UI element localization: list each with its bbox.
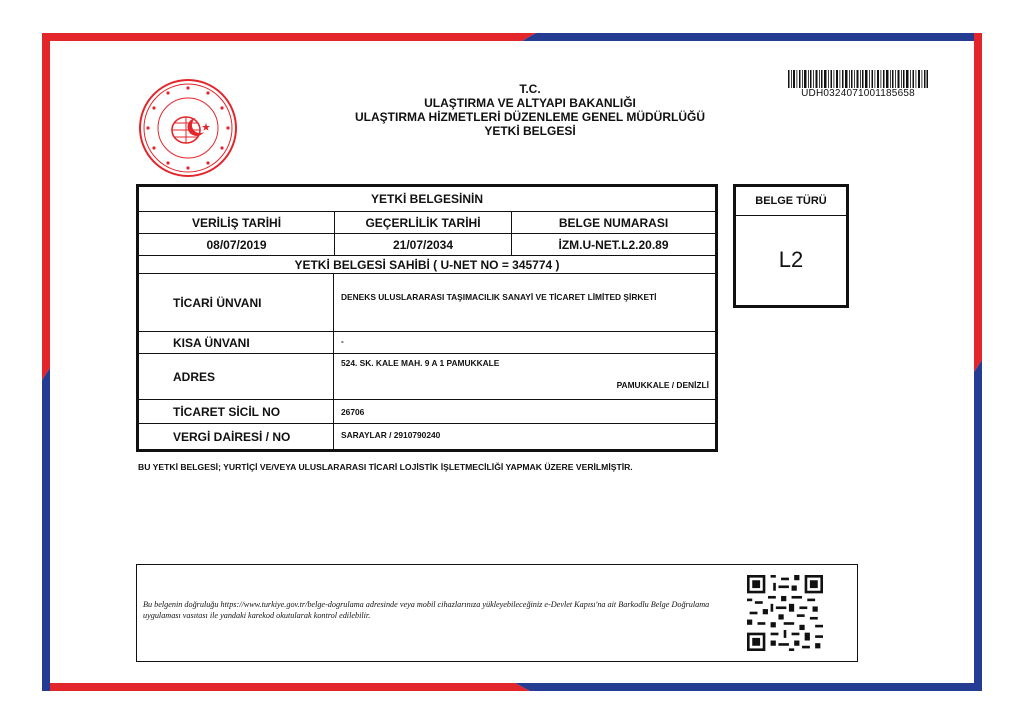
table-values-row (139, 234, 715, 256)
address-line: 524. SK. KALE MAH. 9 A 1 PAMUKKALE (341, 358, 500, 368)
trade-name-label: TİCARİ ÜNVANI (139, 274, 334, 331)
doc-number-value: İZM.U-NET.L2.20.89 (558, 237, 669, 252)
trade-name-value: DENEKS ULUSLARARASI TAŞIMACILIK SANAYİ VE TİCARET LİMİTED ŞİRKETİ (341, 292, 657, 302)
tax-office-value: SARAYLAR / 2910790240 (341, 430, 441, 440)
header-tc: T.C. (519, 82, 541, 96)
valid-date-value: 21/07/2034 (392, 237, 454, 252)
ministry-seal-icon (138, 78, 238, 178)
barcode-number: UDH0324071001185658 (801, 88, 915, 99)
table-header-row (139, 212, 715, 234)
header-ministry: ULAŞTIRMA VE ALTYAPI BAKANLIĞI (424, 96, 636, 110)
header-doc-title: YETKİ BELGESİ (484, 124, 576, 138)
verification-text: Bu belgenin doğruluğu https://www.turkiye.gov.tr/belge-dogrulama adresinde veya mobil cihazlarınıza yükleyebileceğiniz e-Devlet Kapısı'na ait Barkodlu Belge Doğrulama uygulaması vasıtası ile yandaki karekod okutularak kontrol edilebilir. (143, 600, 710, 620)
authorization-note: BU YETKİ BELGESİ; YURTİÇİ VE/VEYA ULUSLARARASI TİCARİ LOJİSTİK İŞLETMECİLİĞİ YAPMAK ÜZERE VERİLMİŞTİR. (138, 462, 633, 472)
short-name-label: KISA ÜNVANI (139, 332, 334, 353)
table-title-row (139, 187, 715, 212)
verification-box (136, 564, 858, 662)
address-value (335, 354, 715, 399)
header-directorate: ULAŞTIRMA HİZMETLERİ DÜZENLEME GENEL MÜDÜRLÜĞÜ (355, 110, 705, 124)
doc-number-header: BELGE NUMARASI (558, 215, 669, 230)
tax-office-label: VERGİ DAİRESİ / NO (139, 424, 334, 449)
address-city: PAMUKKALE / DENİZLİ (616, 380, 709, 390)
document-type-value: L2 (778, 247, 804, 272)
owner-title: YETKİ BELGESİ SAHİBİ ( U-NET NO = 345774 ) (294, 257, 560, 272)
table-row (139, 424, 715, 449)
address-label: ADRES (139, 354, 334, 399)
document-type-title: BELGE TÜRÜ (736, 187, 846, 216)
table-row (139, 354, 715, 400)
table-title: YETKİ BELGESİNİN (370, 192, 483, 206)
table-row (139, 274, 715, 332)
qr-code-icon[interactable] (747, 575, 823, 651)
table-row (139, 400, 715, 424)
owner-title-row (139, 256, 715, 274)
table-row (139, 332, 715, 354)
trade-registry-value: 26706 (341, 406, 365, 417)
document-type-box (733, 184, 849, 308)
valid-date-header: GEÇERLİLİK TARİHİ (365, 215, 481, 230)
issue-date-header: VERİLİŞ TARİHİ (191, 215, 282, 230)
document-header (300, 82, 760, 138)
certificate-table (136, 184, 718, 452)
issue-date-value: 08/07/2019 (206, 237, 267, 252)
barcode-icon (788, 70, 928, 88)
short-name-value: - (341, 336, 344, 346)
trade-registry-label: TİCARET SİCİL NO (139, 400, 334, 423)
